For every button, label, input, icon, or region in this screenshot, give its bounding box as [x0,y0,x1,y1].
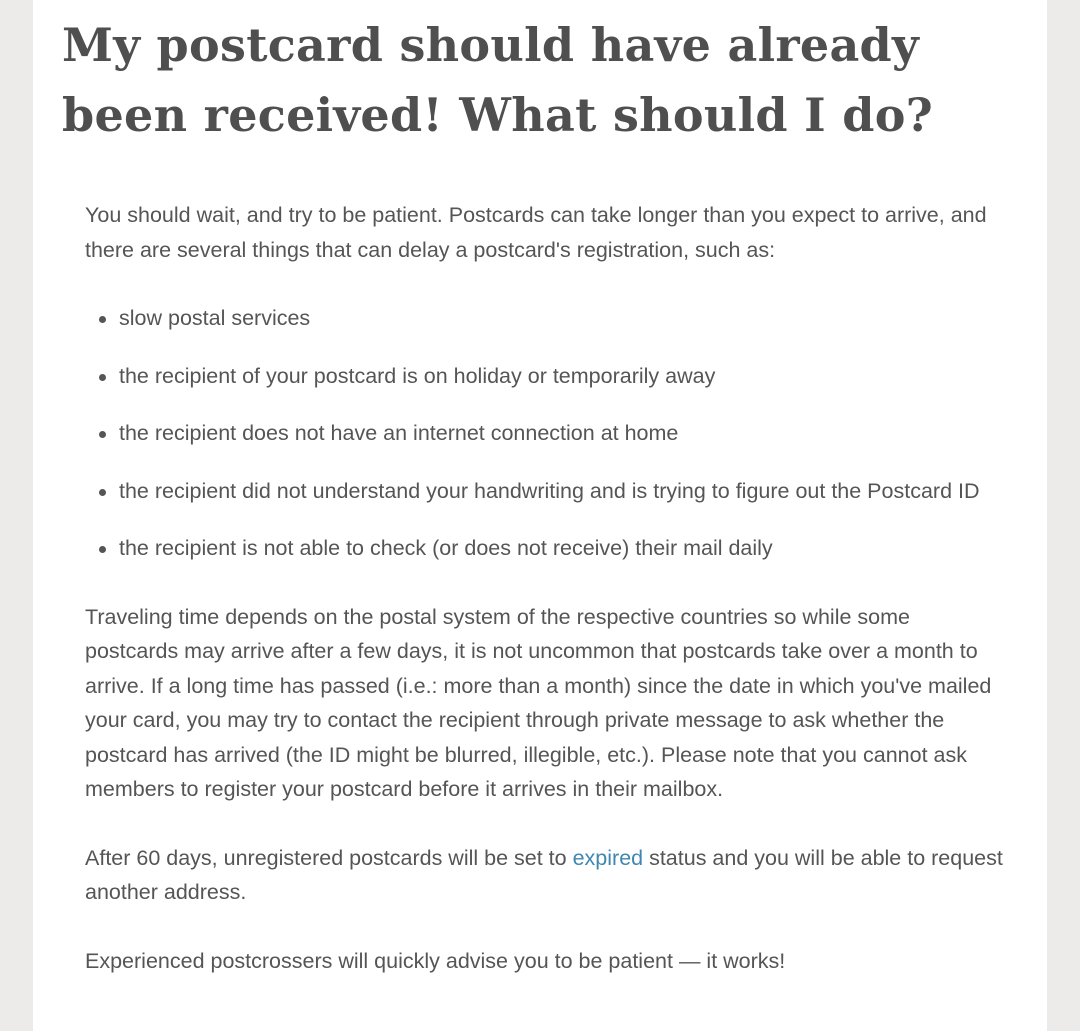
list-item [119,474,1005,509]
list-item-text: slow postal services [119,306,311,330]
article-body [85,198,1005,1012]
expiry-text-after: status and you will be able to request another address. [85,845,1003,904]
bullet-icon [99,316,106,323]
list-item [119,531,1005,566]
reasons-list [85,301,1005,566]
list-item-text: the recipient of your postcard is on holiday or temporarily away [119,363,716,388]
bullet-icon [99,489,106,496]
intro-paragraph: You should wait, and try to be patient. Postcards can take longer than you expect to arrive, and there are several things that can delay a postcard's registration, such as: [85,203,987,262]
list-item [119,301,1005,336]
article-panel [33,0,1047,1031]
list-item-text: the recipient is not able to check (or does not receive) their mail daily [119,536,773,560]
expired-status-link[interactable]: expired [572,845,644,870]
expiry-text-before: After 60 days, unregistered postcards will be set to [85,845,573,870]
page-title: My postcard should have already been received! What should I do? [62,18,933,142]
list-item [119,416,1005,451]
list-item-text: the recipient does not have an internet connection at home [119,421,679,445]
bullet-icon [99,374,106,381]
closing-paragraph: Experienced postcrossers will quickly advise you to be patient — it works! [85,948,786,973]
bullet-icon [99,431,106,438]
traveling-time-paragraph: Traveling time depends on the postal system of the respective countries so while some postcards may arrive after a few days, it is not uncommon that postcards take over a month to arrive. If a long time has passed (i.e.: more than a month) since the date in which you've mailed your card, you may try to contact the recipient through private message to ask whether the postcard has arrived (the ID might be blurred, illegible, etc.). Please note that you cannot ask members to register your postcard before it arrives in their mailbox. [85,604,992,801]
list-item [119,359,1005,394]
bullet-icon [99,546,106,553]
list-item-text: the recipient did not understand your handwriting and is trying to figure out the Postcard ID [119,478,980,503]
expiry-paragraph [85,841,1005,910]
